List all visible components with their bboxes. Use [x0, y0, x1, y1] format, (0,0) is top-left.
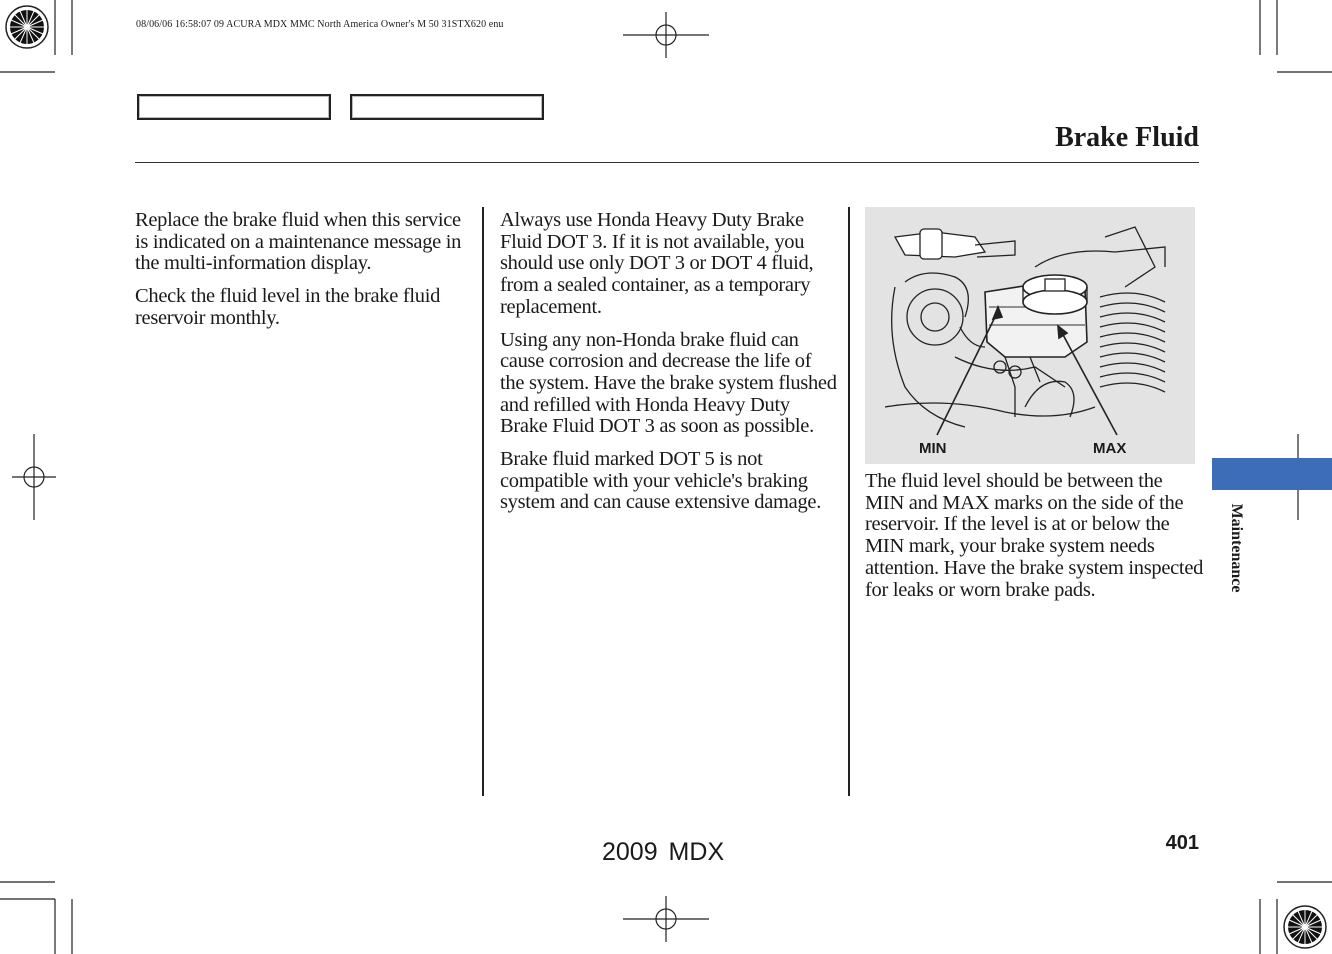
page-number: 401 [1165, 832, 1199, 854]
section-tab[interactable] [1212, 458, 1332, 490]
paragraph: Check the fluid level in the brake fluid reservoir monthly. [135, 285, 441, 329]
paragraph: Brake fluid marked DOT 5 is not compatible with your vehicle's braking system and can cause extensive damage. [500, 448, 822, 514]
max-label: MAX [1093, 440, 1127, 457]
paragraph: Using any non-Honda brake fluid can cause corrosion and decrease the life of the system. Have the brake system flushed and refilled with Honda Heavy Duty Brake Fluid DOT 3 as soon as possible. [500, 328, 837, 438]
text-column-1 [135, 210, 475, 341]
paragraph: Replace the brake fluid when this service is indicated on a maintenance message in the multi-information display. [135, 209, 462, 275]
registration-target-icon [1284, 906, 1326, 948]
nav-button-next[interactable] [350, 94, 544, 120]
section-label: Maintenance [1228, 503, 1245, 593]
engine-bay-drawing [865, 207, 1195, 464]
model-label: 2009 MDX [602, 838, 725, 866]
page-title: Brake Fluid [1055, 122, 1199, 153]
paragraph: Always use Honda Heavy Duty Brake Fluid DOT 3. If it is not available, you should use only DOT 3 or DOT 4 fluid, from a sealed container, as a temporary replacement. [500, 209, 814, 318]
text-column-2 [500, 210, 840, 525]
brake-reservoir-illustration [865, 207, 1195, 464]
column-divider [482, 207, 484, 796]
paragraph: The fluid level should be between the MIN and MAX marks on the side of the reservoir. If the level is at or below the MIN mark, your brake system needs attention. Have the brake system inspected for leaks or worn brake pads. [865, 470, 1204, 601]
print-metadata: 08/06/06 16:58:07 09 ACURA MDX MMC North America Owner's M 50 31STX620 enu [136, 19, 504, 30]
min-label: MIN [919, 440, 947, 457]
nav-button-previous[interactable] [137, 94, 331, 120]
column-divider [848, 207, 850, 796]
text-column-3 [865, 471, 1205, 612]
title-divider [135, 162, 1199, 163]
registration-target-icon [6, 6, 48, 48]
